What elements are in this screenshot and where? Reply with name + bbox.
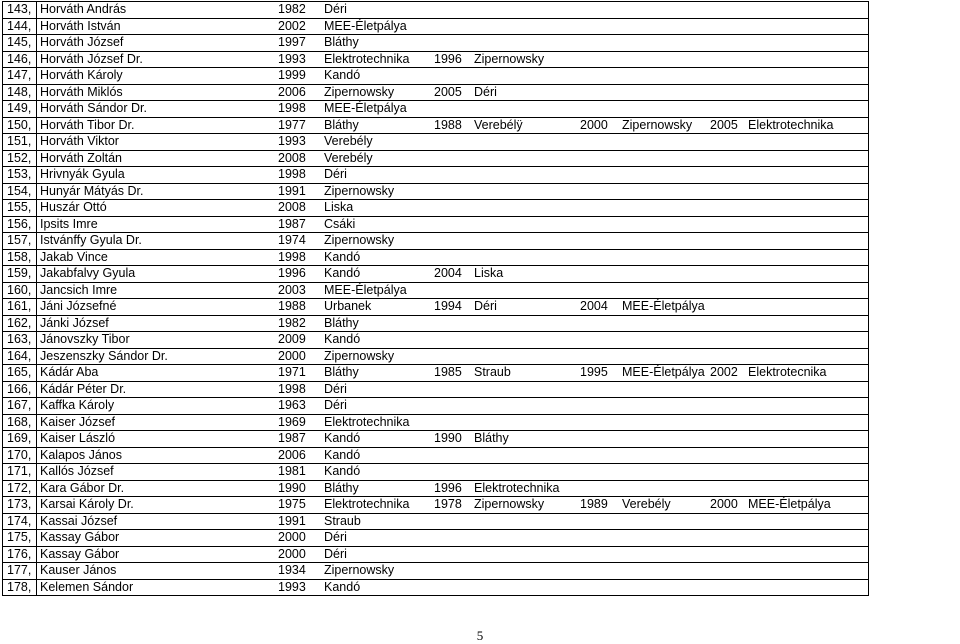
award-year-2: 1988 [434,117,462,132]
table-row [2,117,871,134]
award-name-1: Bláthy [324,35,359,49]
member-name: Horváth Károly [40,68,123,82]
table-row [2,18,871,35]
table-row [2,166,871,183]
award-name-1: Elektrotechnika [324,414,410,429]
award-name-1: Déri [324,530,347,544]
award-name-1: Bláthy [324,480,359,495]
row-number: 178, [7,579,32,594]
award-name-1: Csáki [324,216,356,231]
award-year-1: 1975 [278,497,306,511]
row-number: 144, [7,18,32,33]
table-row [2,232,871,249]
table-row [2,381,871,398]
award-year-1: 2008 [278,150,306,165]
row-number: 160, [7,282,32,297]
row-number: 150, [7,117,32,132]
table-row [2,249,871,266]
award-year-1: 2003 [278,282,306,297]
member-name: Horváth Zoltán [40,150,122,165]
award-name-1: Déri [324,398,347,412]
table-row [2,216,871,233]
row-number: 169, [7,431,32,445]
award-year-1: 1982 [278,315,306,330]
row-number: 143, [7,2,32,16]
member-name: Kallós József [40,464,114,478]
award-name-1: Zipernowsky [324,563,395,577]
award-year-1: 2006 [278,84,306,99]
award-year-3: 2000 [580,117,608,132]
award-name-2: Liska [474,266,504,280]
award-year-1: 2000 [278,348,306,363]
award-name-1: Kandó [324,447,361,462]
award-year-1: 2006 [278,447,306,462]
member-name: Kaiser József [40,414,116,429]
award-year-1: 1934 [278,563,306,577]
award-name-1: Zipernowsky [324,183,395,198]
award-name-2: Straub [474,365,511,379]
award-name-1: Déri [324,546,347,561]
member-name: Horváth Tibor Dr. [40,117,135,132]
table-row [2,331,871,348]
table-row [2,463,871,480]
award-name-4: Elektrotecnika [748,365,827,379]
award-name-1: Kandó [324,332,361,346]
award-year-2: 1996 [434,51,462,66]
table-row [2,298,871,315]
table-row [2,150,871,167]
award-year-1: 1963 [278,398,306,412]
row-number: 146, [7,51,32,66]
table-row [2,1,871,18]
member-name: Jánovszky Tibor [40,332,130,346]
table-row [2,199,871,216]
member-name: Kassay Gábor [40,530,120,544]
table-row [2,133,871,150]
member-name: Horváth András [40,2,127,16]
table-row [2,67,871,84]
award-name-1: MEE-Életpálya [324,101,407,115]
award-name-1: Verebély [324,134,373,148]
member-name: Kelemen Sándor [40,579,134,594]
award-year-1: 1971 [278,365,306,379]
row-number: 155, [7,200,32,214]
award-year-1: 1982 [278,2,306,16]
award-name-1: Kandó [324,266,361,280]
row-number: 159, [7,266,32,280]
table-row [2,397,871,414]
award-year-1: 1988 [278,299,306,313]
member-name: Kassai József [40,513,118,528]
award-year-1: 1998 [278,167,306,181]
award-year-1: 2002 [278,18,306,33]
member-name: Horváth József [40,35,124,49]
table-row [2,265,871,282]
table-row [2,430,871,447]
member-name: Jakab Vince [40,249,108,264]
row-number: 149, [7,101,32,115]
award-year-1: 1987 [278,431,306,445]
award-year-1: 1999 [278,68,306,82]
award-name-1: Kandó [324,68,361,82]
table-row [2,282,871,299]
row-number: 170, [7,447,32,462]
award-name-1: MEE-Életpálya [324,18,407,33]
award-year-2: 1996 [434,480,462,495]
row-number: 172, [7,480,32,495]
award-name-1: Kandó [324,431,361,445]
award-name-1: Kandó [324,579,361,594]
award-year-1: 1997 [278,35,306,49]
award-year-2: 2005 [434,84,462,99]
row-number: 174, [7,513,32,528]
member-name: Karsai Károly Dr. [40,497,134,511]
award-year-1: 1981 [278,464,306,478]
table-row [2,546,871,563]
row-number: 147, [7,68,32,82]
award-year-3: 1995 [580,365,608,379]
table-row [2,562,871,579]
award-year-2: 1990 [434,431,462,445]
award-name-2: Zipernowsky [474,497,545,511]
table-row [2,447,871,464]
row-number: 151, [7,134,32,148]
member-name: Kara Gábor Dr. [40,480,125,495]
page-number: 5 [476,628,484,643]
award-year-1: 2008 [278,200,306,214]
award-name-1: Liska [324,200,354,214]
award-name-2: Bláthy [474,431,509,445]
award-name-1: Elektrotechnika [324,51,410,66]
table-row [2,480,871,497]
award-year-1: 1969 [278,414,306,429]
row-number: 154, [7,183,32,198]
member-name: Kádár Péter Dr. [40,381,127,396]
member-name: Horváth Sándor Dr. [40,101,147,115]
member-name: Hrivnyák Gyula [40,167,125,181]
row-number: 166, [7,381,32,396]
row-number: 156, [7,216,32,231]
award-year-3: 1989 [580,497,608,511]
row-number: 175, [7,530,32,544]
award-name-1: Déri [324,381,347,396]
award-name-1: Déri [324,2,347,16]
row-number: 152, [7,150,32,165]
award-name-3: MEE-Életpálya [622,299,705,313]
award-year-3: 2004 [580,299,608,313]
award-name-2: Verebélÿ [474,117,523,132]
award-name-1: Zipernowsky [324,84,395,99]
table-row [2,315,871,332]
table-row [2,51,871,68]
table-row [2,513,871,530]
award-year-2: 1985 [434,365,462,379]
award-year-1: 1993 [278,51,306,66]
row-number: 157, [7,233,32,247]
award-year-1: 1998 [278,249,306,264]
award-name-3: Zipernowsky [622,117,693,132]
award-name-1: Elektrotechnika [324,497,410,511]
member-name: Hunyár Mátyás Dr. [40,183,144,198]
table-row [2,414,871,431]
award-year-1: 1998 [278,101,306,115]
table-row [2,348,871,365]
award-year-2: 1994 [434,299,462,313]
member-name: Horváth István [40,18,121,33]
member-name: Horváth Viktor [40,134,119,148]
row-number: 148, [7,84,32,99]
award-name-4: Elektrotechnika [748,117,834,132]
award-year-1: 2000 [278,546,306,561]
row-number: 165, [7,365,32,379]
member-name: Jáni Józsefné [40,299,117,313]
member-name: Jánki József [40,315,109,330]
table-row [2,496,871,513]
member-name: Istvánffy Gyula Dr. [40,233,142,247]
member-name: Kádár Aba [40,365,99,379]
row-number: 145, [7,35,32,49]
row-number: 162, [7,315,32,330]
award-year-1: 1991 [278,513,306,528]
award-year-1: 1990 [278,480,306,495]
award-year-1: 2000 [278,530,306,544]
award-table [2,1,871,595]
member-name: Jakabfalvy Gyula [40,266,136,280]
row-number: 176, [7,546,32,561]
award-year-4: 2002 [710,365,738,379]
award-year-1: 1993 [278,579,306,594]
award-year-4: 2000 [710,497,738,511]
table-row [2,100,871,117]
row-number: 173, [7,497,32,511]
row-number: 161, [7,299,32,313]
award-year-1: 1996 [278,266,306,280]
award-name-3: MEE-Életpálya [622,365,705,379]
award-name-2: Déri [474,84,497,99]
table-row [2,364,871,381]
row-number: 158, [7,249,32,264]
member-name: Horváth József Dr. [40,51,143,66]
row-number: 164, [7,348,32,363]
member-name: Kassay Gábor [40,546,120,561]
member-name: Ipsits Imre [40,216,98,231]
table-row [2,579,871,596]
table-row [2,183,871,200]
row-number: 177, [7,563,32,577]
award-year-1: 1987 [278,216,306,231]
award-name-1: Bláthy [324,315,359,330]
member-name: Kaffka Károly [40,398,115,412]
award-year-4: 2005 [710,117,738,132]
award-year-1: 1977 [278,117,306,132]
row-number: 171, [7,464,32,478]
award-name-1: Bláthy [324,117,359,132]
award-name-1: MEE-Életpálya [324,282,407,297]
award-name-2: Elektrotechnika [474,480,560,495]
member-name: Horváth Miklós [40,84,123,99]
award-name-1: Bláthy [324,365,359,379]
member-name: Kaiser László [40,431,116,445]
award-name-1: Zipernowsky [324,348,395,363]
award-name-3: Verebély [622,497,671,511]
table-row [2,84,871,101]
member-name: Jancsich Imre [40,282,118,297]
member-name: Jeszenszky Sándor Dr. [40,348,168,363]
award-year-1: 1998 [278,381,306,396]
award-year-1: 1993 [278,134,306,148]
award-year-1: 2009 [278,332,306,346]
award-name-1: Straub [324,513,361,528]
award-name-1: Urbanek [324,299,372,313]
row-number: 163, [7,332,32,346]
member-name: Kauser János [40,563,117,577]
award-year-1: 1974 [278,233,306,247]
table-row [2,34,871,51]
table-row [2,529,871,546]
award-name-4: MEE-Életpálya [748,497,831,511]
member-name: Huszár Ottó [40,200,107,214]
award-name-1: Verebély [324,150,373,165]
award-name-2: Zipernowsky [474,51,545,66]
award-name-1: Zipernowsky [324,233,395,247]
award-year-1: 1991 [278,183,306,198]
row-number: 168, [7,414,32,429]
award-year-2: 1978 [434,497,462,511]
award-year-2: 2004 [434,266,462,280]
award-name-2: Déri [474,299,497,313]
row-number: 167, [7,398,32,412]
award-name-1: Kandó [324,464,361,478]
row-number: 153, [7,167,32,181]
award-name-1: Kandó [324,249,361,264]
award-name-1: Déri [324,167,347,181]
member-name: Kalapos János [40,447,123,462]
